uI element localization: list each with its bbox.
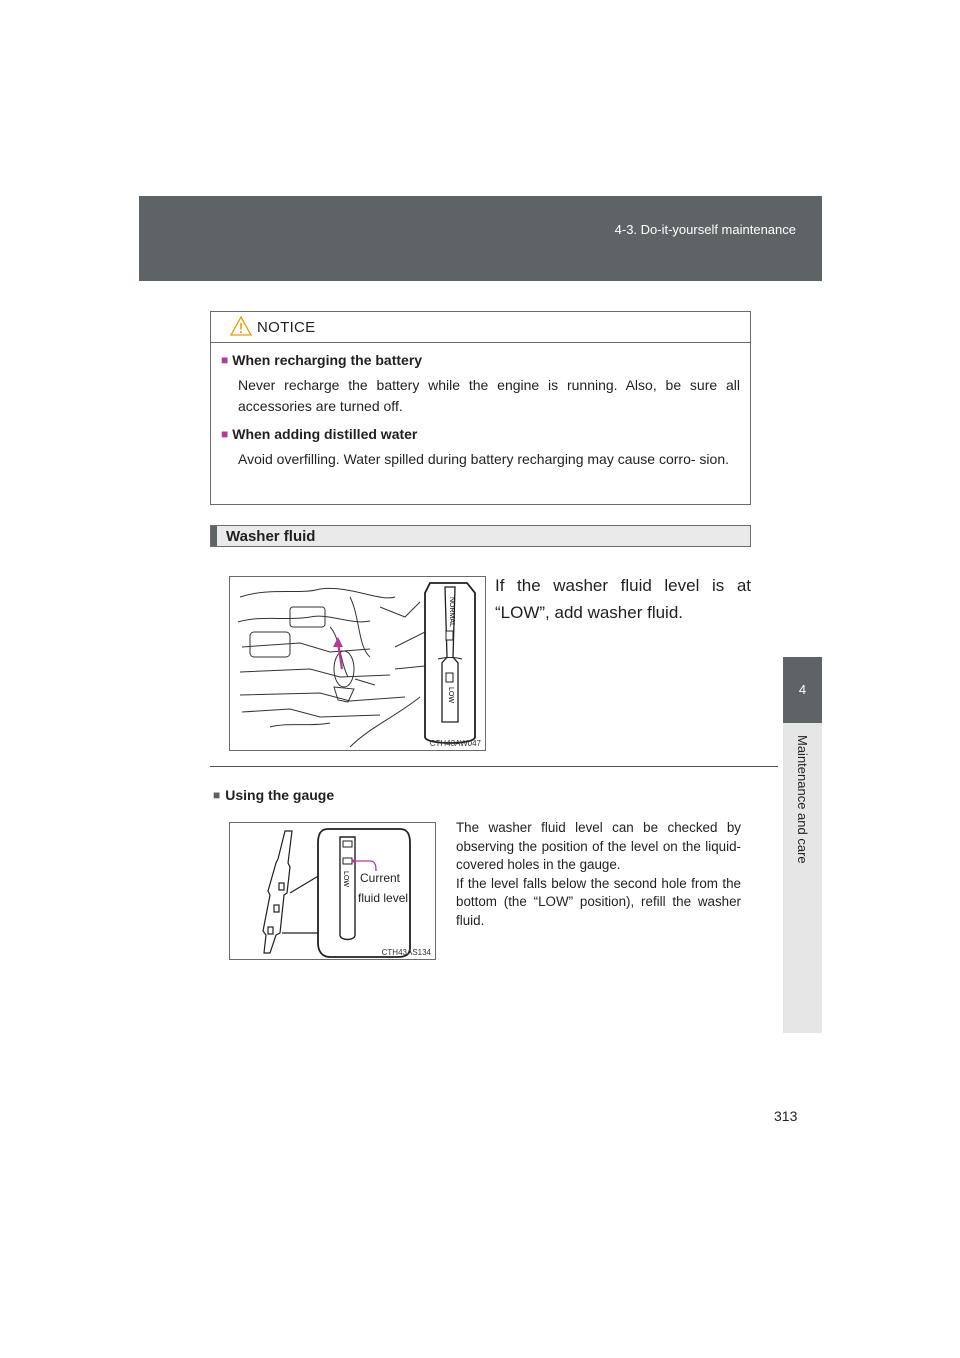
gauge-description	[456, 819, 741, 930]
notice-box	[210, 311, 751, 505]
callout-fluid-level: fluid level	[358, 891, 409, 905]
washer-intro-text: If the washer fluid level is at “LOW”, add washer fluid.	[495, 576, 751, 622]
warning-triangle-icon	[230, 316, 252, 336]
gauge-subheading	[213, 787, 334, 803]
divider-line	[210, 766, 778, 767]
gauge-low-mark: LOW	[342, 871, 349, 887]
notice-heading-text: When recharging the battery	[232, 352, 423, 368]
chapter-number-tab	[783, 657, 822, 723]
gauge-text-2: If the level falls below the second hole from the bottom (the “LOW” position), refill the washer fluid.	[456, 875, 741, 928]
bullet-square-icon: ■	[213, 788, 221, 802]
engine-bay-figure	[229, 576, 486, 751]
figure-code: CTH43AW047	[429, 739, 481, 748]
bullet-square-icon: ■	[221, 353, 229, 367]
gauge-figure	[229, 822, 436, 960]
notice-item-heading	[221, 424, 740, 445]
gauge-low-mark: LOW	[447, 687, 454, 703]
gauge-normal-mark: NORMAL	[448, 597, 455, 627]
header-band	[139, 196, 822, 281]
figure-code: CTH43AS134	[381, 948, 431, 957]
notice-item-text: Avoid overfilling. Water spilled during battery recharging may cause corro- sion.	[238, 451, 730, 467]
page-number: 313	[774, 1108, 798, 1124]
section-heading-bar	[210, 525, 751, 547]
engine-bay-illustration	[230, 577, 485, 750]
chapter-number: 4	[798, 682, 807, 697]
notice-heading-text: When adding distilled water	[232, 426, 418, 442]
notice-body	[211, 343, 750, 470]
notice-item-text: Never recharge the battery while the engine is running. Also, be sure all accessories are turned off.	[238, 377, 740, 414]
notice-header	[211, 312, 750, 343]
chapter-label-tab	[783, 723, 822, 1033]
section-title: 4-3. Do-it-yourself maintenance	[614, 222, 796, 237]
notice-title: NOTICE	[257, 319, 316, 336]
gauge-heading-text: Using the gauge	[225, 787, 335, 803]
notice-item-heading	[221, 350, 740, 371]
chapter-label: Maintenance and care	[795, 735, 810, 864]
section-heading: Washer fluid	[226, 528, 316, 545]
gauge-text-1: The washer fluid level can be checked by observing the position of the level on the liquid-covered holes in the gauge.	[456, 820, 741, 872]
section-accent	[211, 526, 217, 546]
bullet-square-icon: ■	[221, 427, 229, 441]
callout-current: Current	[360, 871, 401, 885]
